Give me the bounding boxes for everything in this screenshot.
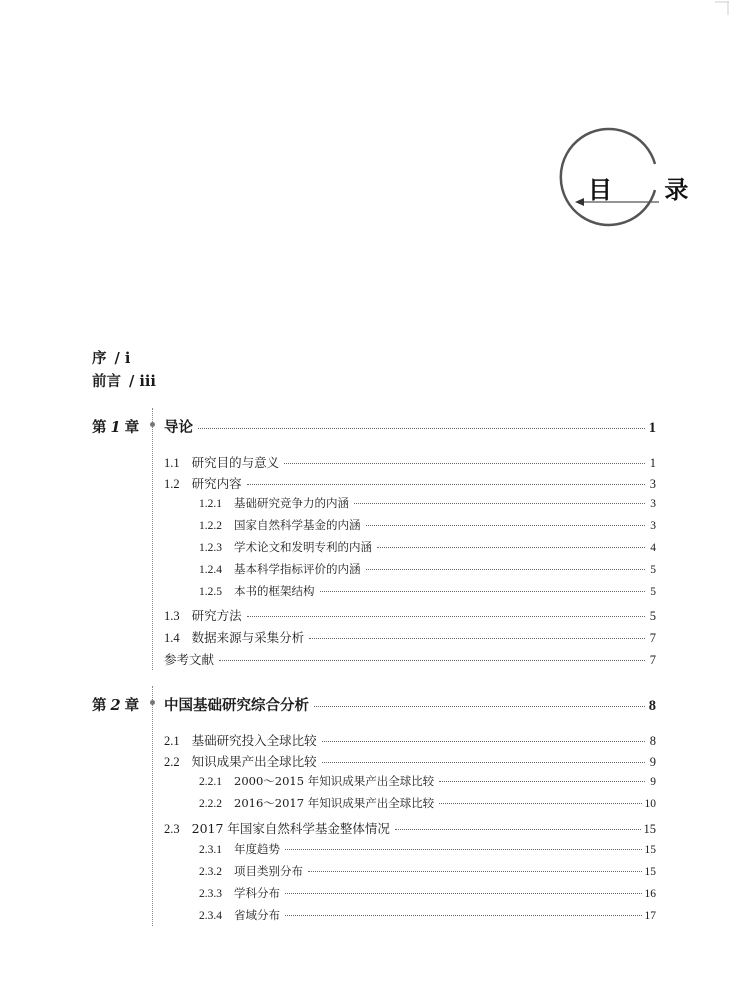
toc-entry-2-3-3[interactable]: 2.3.3 学科分布 16 [199,886,656,900]
chapter-2-label: 第 2 章 [92,697,140,714]
leader-dots [198,428,645,429]
leader-dots [322,741,645,742]
toc-title: 目 录 [588,175,711,204]
toc-entry-2-2-1[interactable]: 2.2.1 2000～2015 年知识成果产出全球比较 9 [199,774,656,788]
chapter-1-title-entry[interactable] [164,416,656,437]
chapter-1-label: 第 1 章 [92,419,140,436]
toc-entry-2-3-2[interactable]: 2.3.2 项目类别分布 15 [199,864,656,878]
leader-dots [314,706,645,707]
chapter-1-rule [152,408,153,670]
corner-mark [715,0,729,14]
leader-dots [439,781,645,782]
leader-dots [322,762,645,763]
toc-entry-2-2-2[interactable]: 2.2.2 2016～2017 年知识成果产出全球比较 10 [199,796,656,810]
leader-dots [354,503,645,504]
leader-dots [377,547,645,548]
leader-dots [285,915,642,916]
page-number: 1 [648,420,656,436]
front-matter-label: 前言 [92,373,121,390]
toc-entry-1-2-3[interactable]: 1.2.3 学术论文和发明专利的内涵 4 [199,540,656,554]
toc-entry-1-3[interactable]: 1.3 研究方法 5 [164,608,656,623]
front-matter-foreword[interactable] [92,370,156,391]
leader-dots [285,893,642,894]
toc-entry-references[interactable]: 参考文献 7 [164,652,656,667]
front-matter-label: 序 [92,350,107,367]
chapter-title: 导论 [164,419,193,436]
chapter-2-rule [152,686,153,926]
chapter-title: 中国基础研究综合分析 [164,697,309,714]
toc-entry-2-3-4[interactable]: 2.3.4 省域分布 17 [199,908,656,922]
toc-entry-2-3[interactable]: 2.3 2017 年国家自然科学基金整体情况 15 [164,821,656,836]
toc-entry-2-3-1[interactable]: 2.3.1 年度趋势 15 [199,842,656,856]
leader-dots [247,616,645,617]
leader-dots [309,638,645,639]
leader-dots [247,484,645,485]
front-matter-page: i [124,350,131,367]
toc-entry-1-2[interactable]: 1.2 研究内容 3 [164,476,656,491]
leader-dots [366,525,646,526]
front-matter-page: iii [139,373,156,390]
toc-entry-2-1[interactable]: 2.1 基础研究投入全球比较 8 [164,733,656,748]
leader-dots [366,569,646,570]
chapter-2-title-entry[interactable] [164,694,656,715]
toc-entry-1-2-1[interactable]: 1.2.1 基础研究竞争力的内涵 3 [199,496,656,510]
toc-entry-1-2-5[interactable]: 1.2.5 本书的框架结构 5 [199,584,656,598]
page-number: 8 [648,698,656,714]
toc-entry-2-2[interactable]: 2.2 知识成果产出全球比较 9 [164,754,656,769]
chapter-2-bullet [150,700,155,705]
leader-dots [395,829,641,830]
leader-dots [320,591,646,592]
toc-entry-1-2-4[interactable]: 1.2.4 基本科学指标评价的内涵 5 [199,562,656,576]
leader-dots [219,660,645,661]
front-matter-slash: / [129,373,135,390]
toc-entry-1-2-2[interactable]: 1.2.2 国家自然科学基金的内涵 3 [199,518,656,532]
toc-entry-1-1[interactable]: 1.1 研究目的与意义 1 [164,455,656,470]
leader-dots [284,463,645,464]
toc-entry-1-4[interactable]: 1.4 数据来源与采集分析 7 [164,630,656,645]
leader-dots [308,871,642,872]
front-matter-preface[interactable] [92,347,130,368]
chapter-1-bullet [150,422,155,427]
front-matter-slash: / [114,350,120,367]
leader-dots [439,803,641,804]
leader-dots [285,849,642,850]
